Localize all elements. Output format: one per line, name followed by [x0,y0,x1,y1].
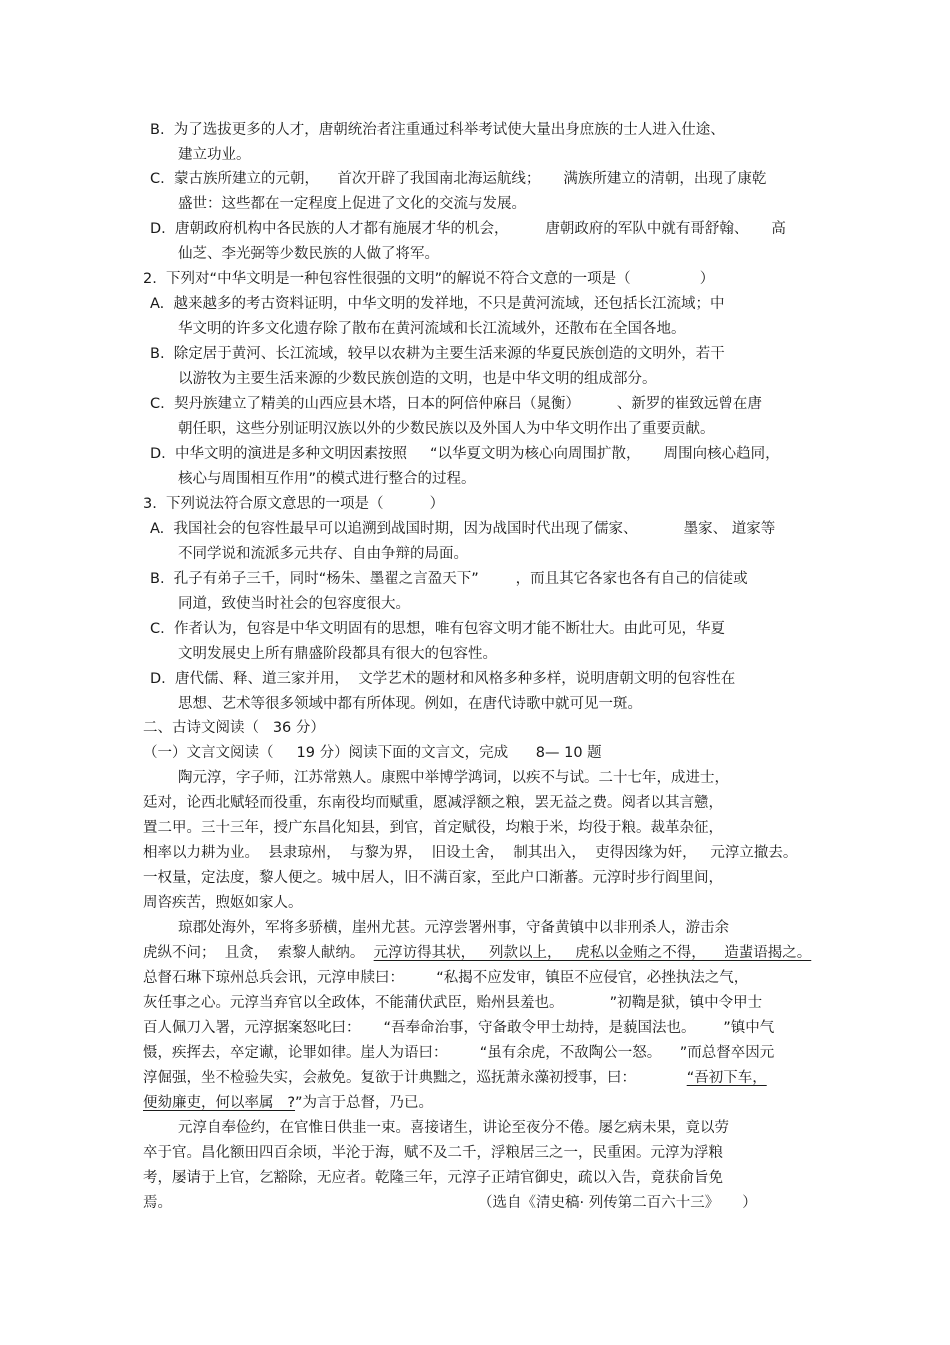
passage-line: 元淳自奉俭约，在官惟日供韭一束。喜接诸生，讲论至夜分不倦。屡乞病未果，竟以劳 [178,1120,729,1136]
q3-option-b-line2: 同道，致使当时社会的包容度很大。 [178,596,410,612]
q3-option-b-line1: B. 孔子有弟子三千，同时“杨朱、墨翟之言盈天下” ，而且其它各家也各有自己的信徒或 [150,571,748,587]
q1-option-d-line1: D. 唐朝政府机构中各民族的人才都有施展才华的机会， 唐朝政府的军队中就有哥舒翰、 高 [150,221,786,237]
q1-option-d-line2: 仙芝、李光弼等少数民族的人做了将军。 [178,246,439,262]
passage-text: 虎纵不问； 且贪， 索黎人献纳。 [143,945,374,961]
q2-option-a-line2: 华文明的许多文化遗存除了散布在黄河流域和长江流域外，还散布在全国各地。 [178,321,686,337]
q3-option-d-line2: 思想、艺术等很多领域中都有所体现。例如，在唐代诗歌中就可见一斑。 [178,696,642,712]
q1-option-b-line1: B. 为了选拔更多的人才，唐朝统治者注重通过科举考试使大量出身庶族的士人进入仕途、 [150,122,725,138]
passage-line: 百人佩刀入署，元淳据案怒叱曰： “吾奉命治事，守备敢令甲士劫持，是藐国法也。 ”镇中气 [143,1020,775,1036]
passage-line: 卒于官。昌化额田四百余顷，半沦于海，赋不及二千，浮粮居三之一，民重困。元淳为浮粮 [143,1145,723,1161]
passage-line [143,1093,433,1113]
underlined-translation-sentence: 便劾廉吏，何以率属 ? [143,1095,296,1111]
q1-option-c-line1: C. 蒙古族所建立的元朝， 首次开辟了我国南北海运航线； 满族所建立的清朝，出现了康乾 [150,171,767,187]
passage-line: 相率以力耕为业。 县隶琼州， 与黎为界， 旧设土舍， 制其出入， 吏得因缘为奸， 元淳立撤去。 [143,845,798,861]
q2-option-b-line1: B. 除定居于黄河、长江流域，较早以农耕为主要生活来源的华夏民族创造的文明外，若干 [150,346,725,362]
passage-line: 考，屡请于上官，乞豁除，无应者。乾隆三年，元淳子正靖官御史，疏以入告，竟获俞旨免 [143,1170,723,1186]
q3-option-c-line1: C. 作者认为，包容是中华文明固有的思想，唯有包容文明才能不断壮大。由此可见，华夏 [150,621,725,637]
q3-option-d-line1: D. 唐代儒、释、道三家并用， 文学艺术的题材和风格多种多样，说明唐朝文明的包容性在 [150,671,736,687]
passage-line: 焉。 [143,1195,172,1211]
passage-line: 置二甲。三十三年，授广东昌化知县，到官，首定赋役，均粮于米，均役于粮。裁革杂征， [143,820,723,836]
passage-line: 灰任事之心。元淳当弃官以全政体，不能蒲伏武臣，贻州县羞也。 ”初鞫是狱，镇中令甲士 [143,995,763,1011]
passage-line: 琼郡处海外，军将多骄横，崖州尤甚。元淳尝署州事，守备黄镇中以非刑杀人，游击余 [178,920,729,936]
subsection-title: （一）文言文阅读（ 19 分）阅读下面的文言文，完成 8— 10 题 [143,745,602,761]
q2-option-d-line2: 核心与周围相互作用”的模式进行整合的过程。 [178,471,476,487]
underlined-translation-sentence: 元淳访得其状， 列款以上， 虎私以金贿之不得， 造蜚语揭之。 [373,945,812,961]
q2-stem: 2. 下列对“中华文明是一种包容性很强的文明”的解说不符合文意的一项是（ ） [143,271,715,287]
underlined-translation-sentence: “吾初下车， [686,1070,767,1086]
q2-option-d-line1: D. 中华文明的演进是多种文明因素按照 “以华夏文明为核心向周围扩散， 周围向核心趋同， [150,446,780,462]
q2-option-c-line1: C. 契丹族建立了精美的山西应县木塔，日本的阿倍仲麻吕（晁衡） 、新罗的崔致远曾在唐 [150,396,762,412]
passage-source: （选自《清史稿· 列传第二百六十三》 ） [478,1195,757,1211]
passage-line: 廷对，论西北赋轻而役重，东南役均而赋重，愿减浮额之粮，罢无益之费。阅者以其言戆， [143,795,723,811]
passage-line [143,943,811,963]
passage-line: 慑，疾挥去，卒定谳，论罪如律。崖人为语曰： “虽有余虎，不敌陶公一怒。 ”而总督卒因元 [143,1045,775,1061]
q3-stem: 3. 下列说法符合原文意思的一项是（ ） [143,496,445,512]
passage-text: 淳倔强，坐不检验失实，会赦免。复欲于计典黜之，巡抚萧永藻初授事，曰： [143,1070,687,1086]
q3-option-a-line2: 不同学说和流派多元共存、自由争辩的局面。 [178,546,468,562]
q1-option-c-line2: 盛世：这些都在一定程度上促进了文化的交流与发展。 [178,196,526,212]
q3-option-c-line2: 文明发展史上所有鼎盛阶段都具有很大的包容性。 [178,646,497,662]
q2-option-b-line2: 以游牧为主要生活来源的少数民族创造的文明，也是中华文明的组成部分。 [178,371,657,387]
q2-option-a-line1: A. 越来越多的考古资料证明，中华文明的发祥地，不只是黄河流域，还包括长江流域；中 [150,296,725,312]
passage-text: ”为言于总督，乃已。 [295,1095,434,1111]
q3-option-a-line1: A. 我国社会的包容性最早可以追溯到战国时期，因为战国时代出现了儒家、 墨家、 道家等 [150,521,776,537]
section-title: 二、古诗文阅读（ 36 分） [143,720,325,736]
q1-option-b-line2: 建立功业。 [178,147,251,163]
passage-line [143,1068,767,1088]
passage-line: 陶元淳，字子师，江苏常熟人。康熙中举博学鸿词，以疾不与试。二十七年，成进士， [178,770,729,786]
q2-option-c-line2: 朝任职，这些分别证明汉族以外的少数民族以及外国人为中华文明作出了重要贡献。 [178,421,715,437]
passage-line: 总督石琳下琼州总兵会讯，元淳申牍曰： “私揭不应发审，镇臣不应侵官，必挫执法之气， [143,970,749,986]
passage-line: 周咨疾苦，煦妪如家人。 [143,895,303,911]
passage-line: 一权量，定法度，黎人便之。城中居人，旧不满百家，至此户口渐蕃。元淳时步行阎里间， [143,870,723,886]
